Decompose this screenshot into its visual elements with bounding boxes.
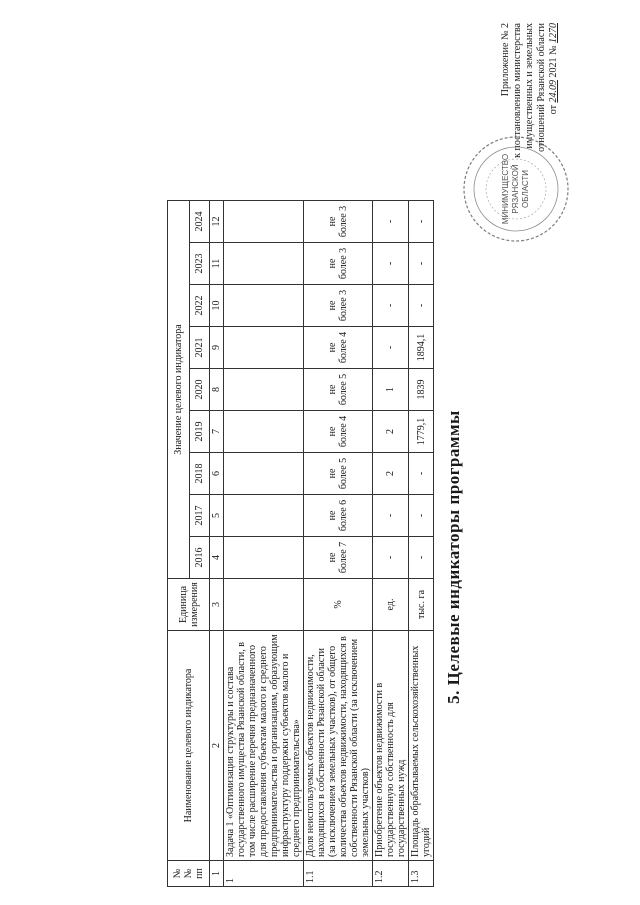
appendix-line: отношений Рязанской области (536, 23, 547, 152)
appendix-date: 24.09 (548, 80, 559, 103)
row-value (224, 411, 304, 453)
row-num: 1.3 (409, 861, 434, 887)
table-row (304, 201, 373, 887)
row-value (224, 243, 304, 285)
row-value: - (409, 495, 434, 537)
row-value (224, 537, 304, 579)
appendix-year: 2021 (548, 57, 559, 78)
row-value (224, 495, 304, 537)
row-value: - (373, 201, 409, 243)
row-value: 1894,1 (409, 327, 434, 369)
row-value: не более 5 (304, 453, 373, 495)
row-value: - (373, 327, 409, 369)
row-value (224, 285, 304, 327)
row-value: не более 7 (304, 537, 373, 579)
header-name: Наименование целевого индикатора (168, 631, 210, 861)
row-value: 1839 (409, 369, 434, 411)
row-value (224, 453, 304, 495)
indicators-table-wrap (167, 200, 434, 887)
index-cell: 4 (210, 537, 224, 579)
index-cell: 7 (210, 411, 224, 453)
row-value: 1779,1 (409, 411, 434, 453)
header-year: 2020 (190, 369, 210, 411)
row-num: 1 (224, 861, 304, 887)
appendix-line: имущественных и земельных (524, 23, 535, 149)
appendix-line: к постановлению министерства (512, 23, 523, 158)
header-year: 2023 (190, 243, 210, 285)
table-row (409, 201, 434, 887)
appendix-date-prefix: от (548, 105, 559, 115)
page-title: 5. Целевые индикаторы программы (444, 410, 463, 704)
appendix-line: Приложение № 2 (500, 23, 511, 97)
row-value: 2 (373, 453, 409, 495)
header-year: 2019 (190, 411, 210, 453)
row-value: - (373, 537, 409, 579)
row-value: - (409, 285, 434, 327)
row-num: 1.1 (304, 861, 373, 887)
stamp-text: МИНИМУЩЕСТВО (501, 153, 510, 225)
rotated-content (0, 1, 640, 905)
row-value: - (373, 285, 409, 327)
row-value: не более 5 (304, 369, 373, 411)
row-name: Доля неиспользуемых объектов недвижимости, находящихся в собственности Рязанской области (за исключением земельных участков), от общего количества объектов недвижимости, находящихся в собственности Рязанской области (за исключением земельных участков) (304, 631, 373, 861)
row-value (224, 201, 304, 243)
header-unit: Единица измерения (168, 579, 210, 631)
row-value: - (409, 201, 434, 243)
row-name: Задача 1 «Оптимизация структуры и состава государственного имущества Рязанской области, в том числе расширение перечня предназначенного для предоставления субъектам малого и среднего предпринимательства и организациям, образующим инфраструктуру поддержки субъектов малого и среднего предпринимательства» (224, 631, 304, 861)
index-cell: 11 (210, 243, 224, 285)
row-value: 2 (373, 411, 409, 453)
table-row (373, 201, 409, 887)
header-year: 2018 (190, 453, 210, 495)
row-unit: % (304, 579, 373, 631)
row-name: Площадь обрабатываемых сельскохозяйственных угодий (409, 631, 434, 861)
index-cell: 1 (210, 861, 224, 887)
table-row (224, 201, 304, 887)
row-name: Приобретение объектов недвижимости в государственную собственность для государственных нужд (373, 631, 409, 861)
index-cell: 6 (210, 453, 224, 495)
row-value: не более 3 (304, 285, 373, 327)
indicators-table (167, 200, 434, 887)
header-year: 2024 (190, 201, 210, 243)
row-value (224, 327, 304, 369)
row-value: - (373, 495, 409, 537)
row-value (224, 369, 304, 411)
header-value-group: Значение целевого индикатора (168, 201, 190, 579)
row-unit (224, 579, 304, 631)
index-cell: 12 (210, 201, 224, 243)
header-num: №№ пп (168, 861, 210, 887)
row-value: - (373, 243, 409, 285)
stamp-text: ОБЛАСТИ (521, 169, 530, 209)
appendix-number: 1270 (548, 23, 559, 43)
index-cell: 3 (210, 579, 224, 631)
row-value: - (409, 537, 434, 579)
row-value: не более 6 (304, 495, 373, 537)
header-year: 2017 (190, 495, 210, 537)
row-unit: тыс. га (409, 579, 434, 631)
row-unit: ед. (373, 579, 409, 631)
index-cell: 8 (210, 369, 224, 411)
index-cell: 5 (210, 495, 224, 537)
row-value: не более 4 (304, 411, 373, 453)
row-value: не более 3 (304, 243, 373, 285)
stamp-seal (460, 133, 572, 245)
index-cell: 9 (210, 327, 224, 369)
appendix-number-sign: № (548, 45, 559, 56)
header-year: 2021 (190, 327, 210, 369)
header-year: 2016 (190, 537, 210, 579)
row-value: - (409, 243, 434, 285)
row-value: не более 3 (304, 201, 373, 243)
index-cell: 10 (210, 285, 224, 327)
row-num: 1.2 (373, 861, 409, 887)
row-value: - (409, 453, 434, 495)
stamp-text: РЯЗАНСКОЙ (511, 164, 520, 214)
row-value: 1 (373, 369, 409, 411)
index-cell: 2 (210, 631, 224, 861)
row-value: не более 4 (304, 327, 373, 369)
header-year: 2022 (190, 285, 210, 327)
